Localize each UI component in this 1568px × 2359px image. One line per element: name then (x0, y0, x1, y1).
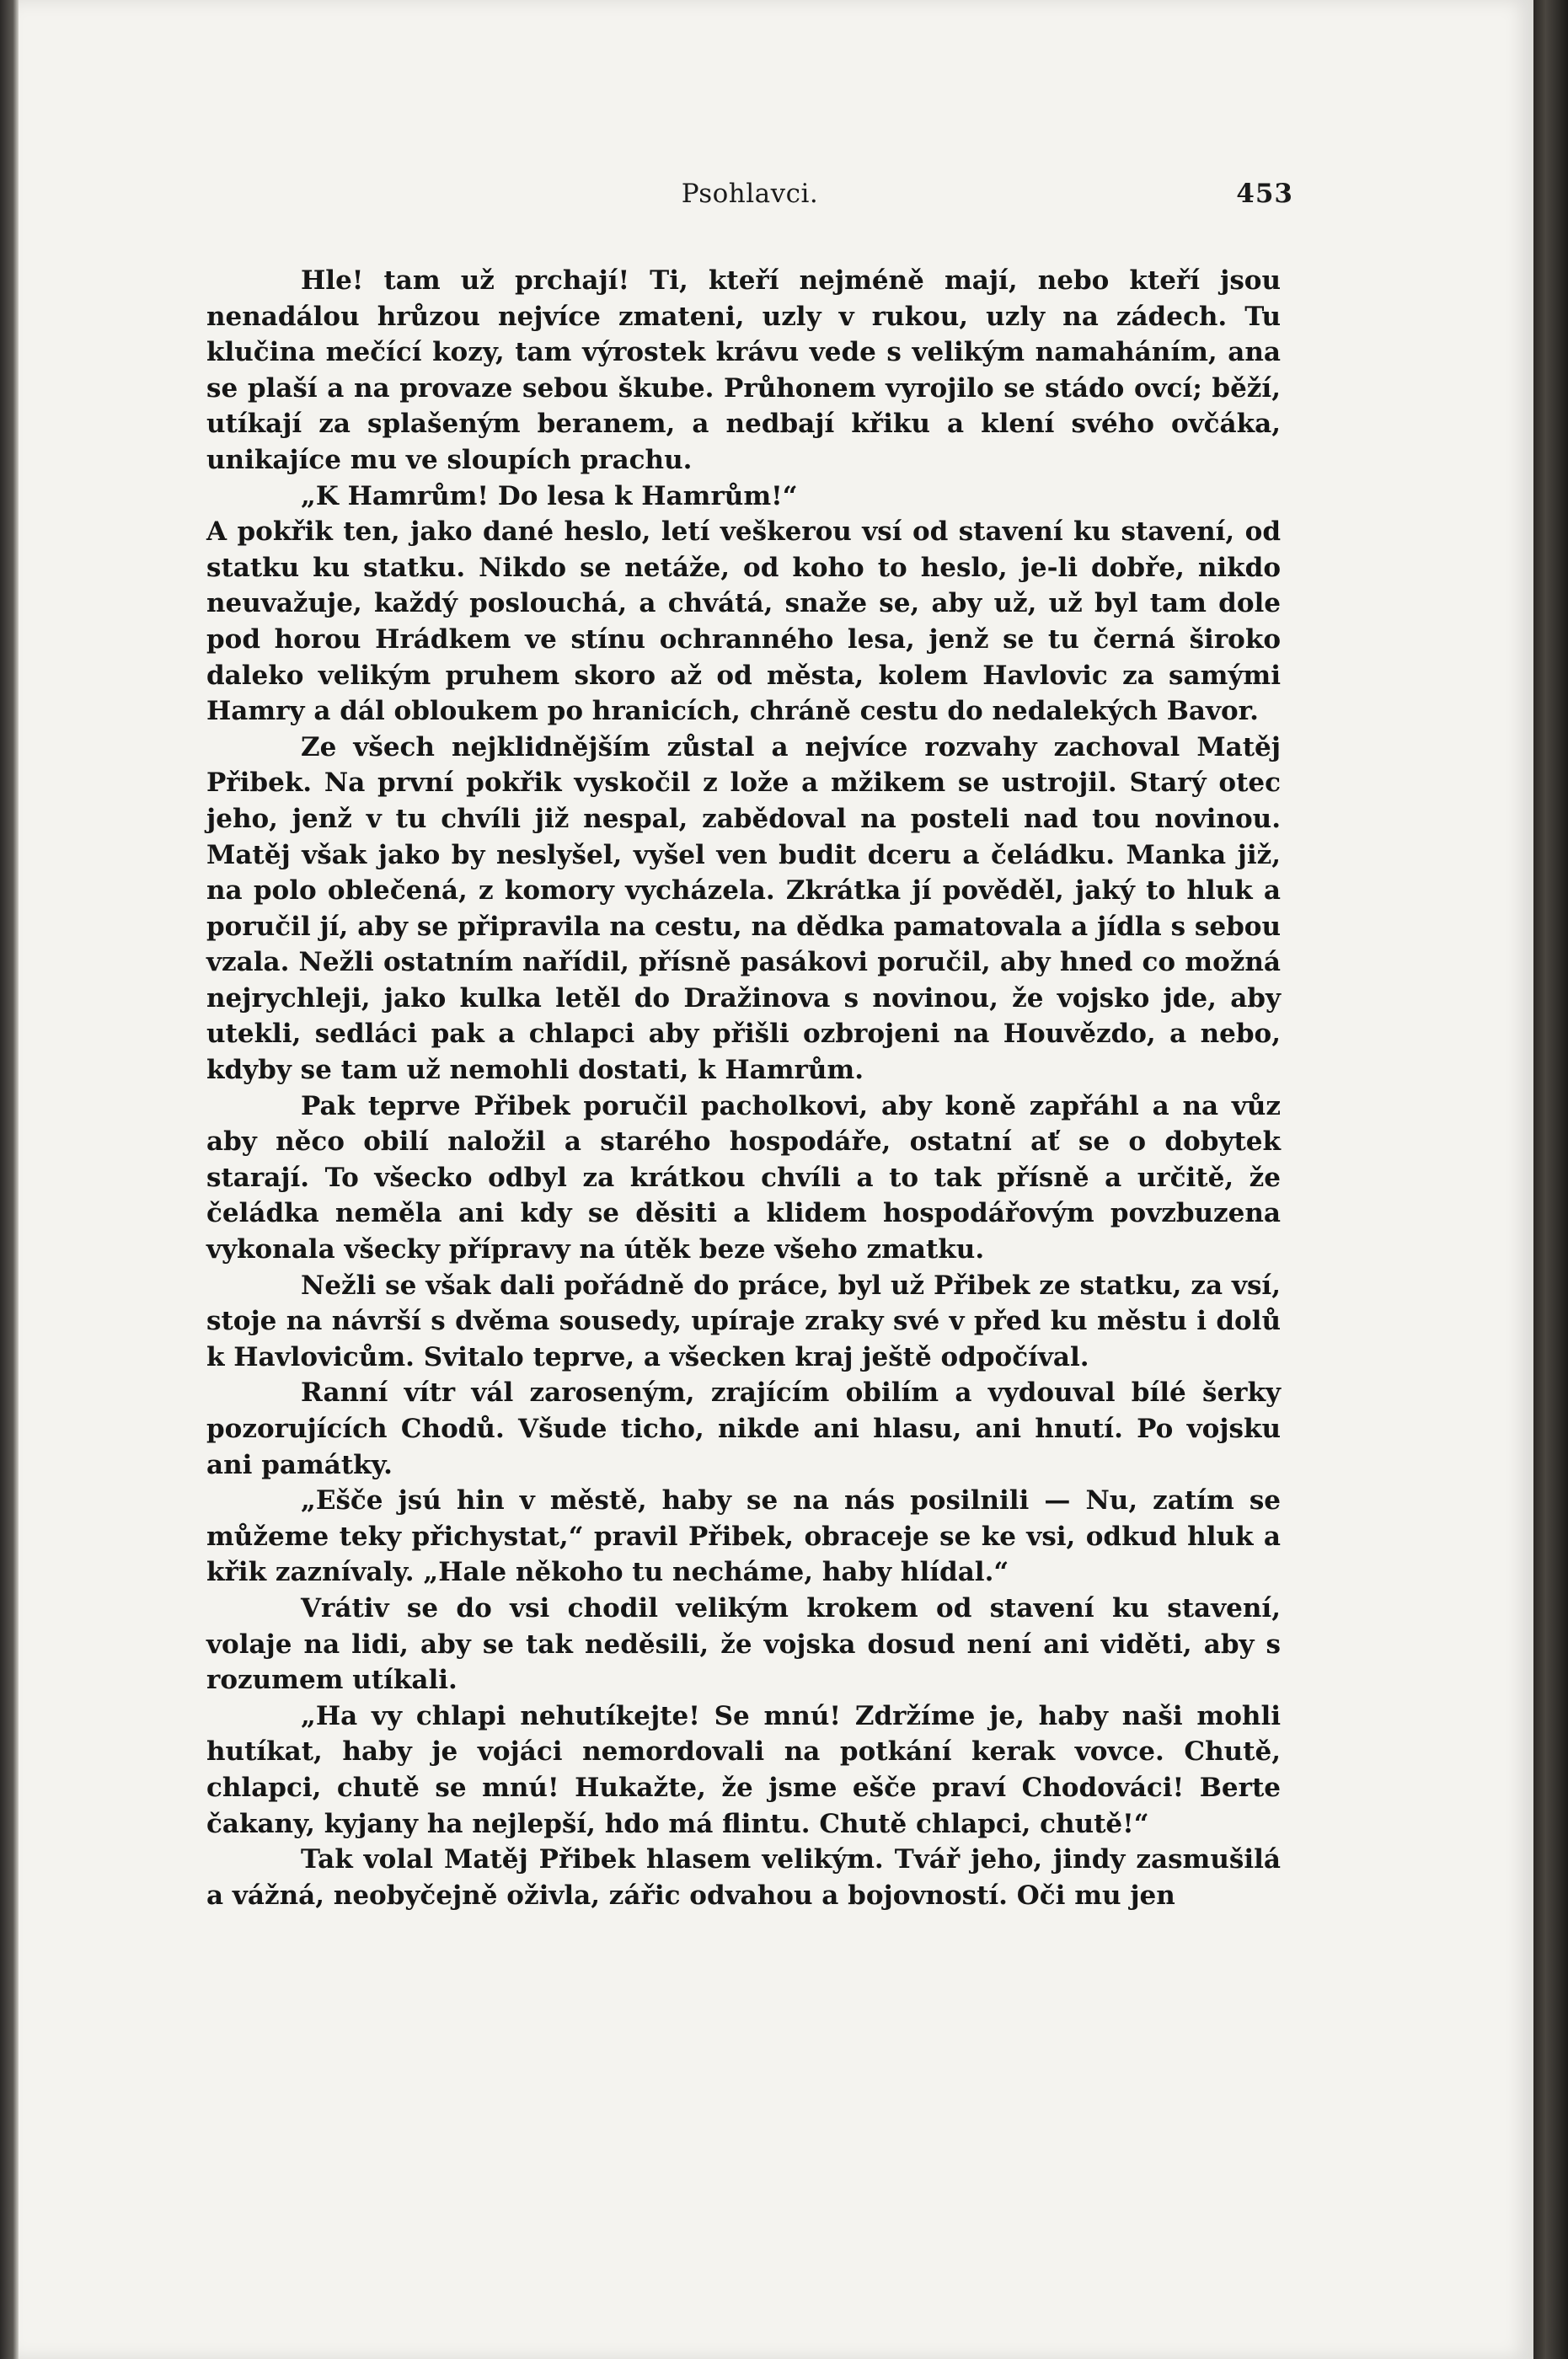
page-header (206, 179, 1293, 221)
book-spine-edge (1533, 0, 1568, 2359)
page-body (206, 263, 1281, 1913)
paragraph: A pokřik ten, jako dané heslo, letí veškerou vsí od stavení ku stavení, od statku ku statku. Nikdo se netáže, od koho to heslo, je-li dobře, nikdo neuvažuje, každý poslouchá, a chvátá, snaže se, aby už, už byl tam dole pod horou Hrádkem ve stínu ochranného lesa, jenž se tu černá široko daleko velikým pruhem skoro až od města, kolem Havlovic za samými Hamry a dál obloukem po hranicích, chráně cestu do nedalekých Bavor. (206, 516, 1281, 727)
paragraph: „K Hamrům! Do lesa k Hamrům!“ (301, 480, 798, 511)
paragraph: „Ha vy chlapi nehutíkejte! Se mnú! Zdržíme je, haby naši mohli hutíkat, haby je vojáci nemordovali na potkání kerak vovce. Chutě, chlapci, chutě se mnú! Hukažte, že jsme ešče praví Chodováci! Berte čakany, kyjany ha nejlepší, hdo má flintu. Chutě chlapci, chutě!“ (206, 1700, 1281, 1839)
paragraph: Ze všech nejklidnějším zůstal a nejvíce rozvahy zachoval Matěj Přibek. Na první pokřik vyskočil z lože a mžikem se ustrojil. Starý otec jeho, jenž v tu chvíli již nespal, zabědoval na posteli nad tou novinou. Matěj však jako by neslyšel, vyšel ven budit dceru a čeládku. Manka již, na polo oblečená, z komory vycházela. Zkrátka jí pověděl, jaký to hluk a poručil jí, aby se připravila na cestu, na dědka pamatovala a jídla s sebou vzala. Nežli ostatním nařídil, přísně pasákovi poručil, aby hned co možná nejrychleji, jako kulka letěl do Dražinova s novinou, že vojsko jde, aby utekli, sedláci pak a chlapci aby přišli ozbrojeni na Houvězdo, a nebo, kdyby se tam už nemohli dostati, k Hamrům. (206, 731, 1281, 1086)
running-title: Psohlavci. (681, 179, 819, 209)
paragraph: Hle! tam už prchají! Ti, kteří nejméně mají, nebo kteří jsou nenadálou hrůzou nejvíce zmateni, uzly v rukou, uzly na zádech. Tu klučina mečící kozy, tam výrostek krávu vede s velikým namaháním, ana se plaší a na provaze sebou škube. Průhonem vyrojilo se stádo ovcí; běží, utíkají za splašeným beranem, a nedbají křiku a klení svého ovčáka, unikajíce mu ve sloupích prachu. (206, 265, 1281, 475)
paragraph: Ranní vítr vál zaroseným, zrajícím obilím a vydouval bílé šerky pozorujících Chodů. Všude ticho, nikde ani hlasu, ani hnutí. Po vojsku ani památky. (206, 1377, 1281, 1480)
page-left-edge (0, 0, 19, 2359)
paragraph: Pak teprve Přibek poručil pacholkovi, aby koně zapřáhl a na vůz aby něco obilí naložil a starého hospodáře, ostatní ať se o dobytek starají. To všecko odbyl za krátkou chvíli a to tak přísně a určitě, že čeládka neměla ani kdy se děsiti a klidem hospodářovým povzbuzena vykonala všecky přípravy na útěk beze všeho zmatku. (206, 1090, 1281, 1265)
page-number: 453 (1236, 179, 1293, 209)
paragraph: Nežli se však dali pořádně do práce, byl už Přibek ze statku, za vsí, stoje na návrší s dvěma sousedy, upíraje zraky své v před ku městu i dolů k Havlovicům. Svitalo teprve, a všecken kraj ještě odpočíval. (206, 1270, 1281, 1372)
paragraph: Tak volal Matěj Přibek hlasem velikým. Tvář jeho, jindy zasmušilá a vážná, neobyčejně oživla, zářic odvahou a bojovností. Oči mu jen (206, 1844, 1281, 1911)
paragraph: Vrátiv se do vsi chodil velikým krokem od stavení ku stavení, volaje na lidi, aby se tak neděsili, že vojska dosud není ani viděti, aby s rozumem utíkali. (206, 1592, 1281, 1696)
paragraph: „Ešče jsú hin v městě, haby se na nás posilnili — Nu, zatím se můžeme teky přichystat,“ pravil Přibek, obraceje se ke vsi, odkud hluk a křik zaznívaly. „Hale někoho tu necháme, haby hlídal.“ (206, 1485, 1281, 1588)
